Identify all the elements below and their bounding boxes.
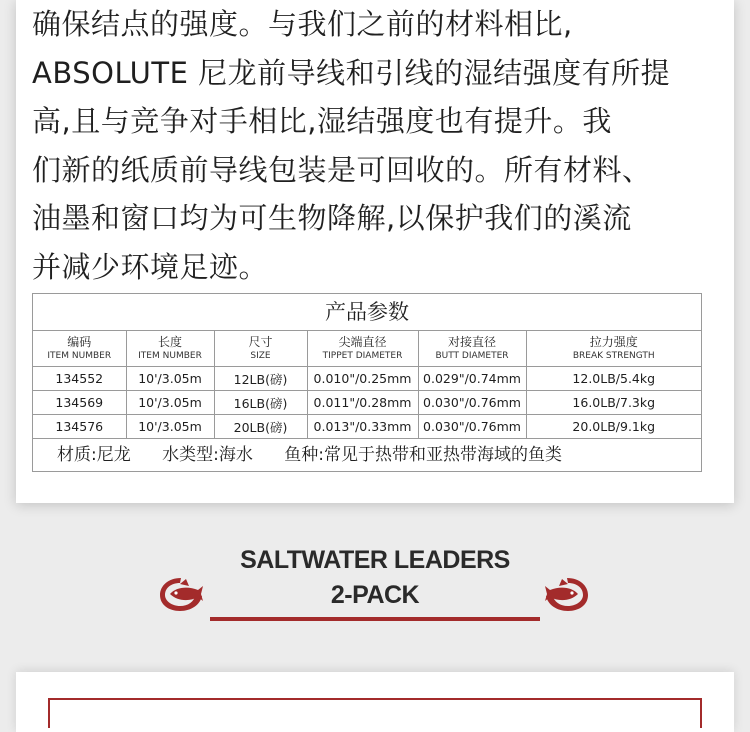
spec-grid — [33, 331, 701, 439]
section-heading-line2: 2-PACK — [330, 581, 420, 609]
header-row — [33, 331, 701, 367]
species-label: 鱼种:常见于热带和亚热带海域的鱼类 — [284, 445, 563, 465]
section-heading-line1: SALTWATER LEADERS — [240, 546, 510, 574]
table-cell: 0.013"/0.33mm — [307, 415, 418, 439]
table-cell: 16LB(磅) — [214, 391, 307, 415]
header-cell: 长度 ITEM NUMBER — [126, 331, 214, 367]
table-row — [33, 391, 701, 415]
spec-table-title: 产品参数 — [33, 294, 701, 331]
paragraph-line: 高,且与竞争对手相比,湿结强度也有提升。我 — [32, 104, 612, 138]
table-cell: 10'/3.05m — [126, 415, 214, 439]
table-cell: 10'/3.05m — [126, 391, 214, 415]
header-cell: 尺寸 SIZE — [214, 331, 307, 367]
description-paragraph — [32, 0, 702, 291]
table-cell: 134576 — [33, 415, 126, 439]
table-cell: 12LB(磅) — [214, 367, 307, 391]
paragraph-line: 油墨和窗口均为可生物降解,以保护我们的溪流 — [32, 201, 632, 235]
table-cell: 0.029"/0.74mm — [418, 367, 526, 391]
next-card-frame — [48, 698, 702, 728]
heading-underline — [210, 617, 540, 621]
material-label: 材质:尼龙 — [57, 445, 131, 465]
header-cell: 尖端直径 TIPPET DIAMETER — [307, 331, 418, 367]
table-row — [33, 415, 701, 439]
table-cell: 12.0LB/5.4kg — [526, 367, 701, 391]
fish-logo-icon — [542, 574, 592, 614]
paragraph-line: ABSOLUTE 尼龙前导线和引线的湿结强度有所提 — [32, 55, 671, 90]
paragraph-line: 确保结点的强度。与我们之前的材料相比, — [32, 7, 573, 41]
paragraph-line: 并减少环境足迹。 — [32, 249, 269, 284]
table-cell: 16.0LB/7.3kg — [526, 391, 701, 415]
table-cell: 134569 — [33, 391, 126, 415]
table-cell: 134552 — [33, 367, 126, 391]
water-type-label: 水类型:海水 — [162, 445, 253, 465]
paragraph-line: 们新的纸质前导线包装是可回收的。所有材料、 — [32, 152, 652, 187]
table-cell: 0.010"/0.25mm — [307, 367, 418, 391]
header-cell: 对接直径 BUTT DIAMETER — [418, 331, 526, 367]
header-cell: 拉力强度 BREAK STRENGTH — [526, 331, 701, 367]
table-cell: 0.011"/0.28mm — [307, 391, 418, 415]
table-cell: 0.030"/0.76mm — [418, 391, 526, 415]
table-cell: 20LB(磅) — [214, 415, 307, 439]
spec-table — [32, 293, 702, 472]
table-cell: 0.030"/0.76mm — [418, 415, 526, 439]
table-row — [33, 367, 701, 391]
table-cell: 20.0LB/9.1kg — [526, 415, 701, 439]
table-cell: 10'/3.05m — [126, 367, 214, 391]
spec-footer — [33, 439, 701, 472]
header-cell: 编码 ITEM NUMBER — [33, 331, 126, 367]
